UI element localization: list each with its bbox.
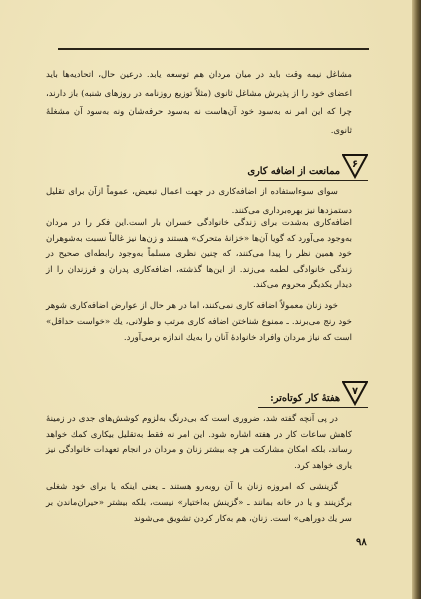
- section-7-number: ۷: [351, 386, 359, 397]
- section-7-paragraph-2: گزینشی که امروزه زنان با آن روبه‌رو هستند ـ یعنی اینکه یا برای خود شغلی برگزینند و یا در خانه بمانند ـ «گزینش به‌اختیار» نیست، بلکه بیشتر «حیران‌ماندن بر سر یك دوراهی» است. زنان، هم به‌کار کردن تشویق می‌شوند: [46, 482, 352, 524]
- section-7-heading: [258, 380, 368, 408]
- section-6-paragraph-2: اضافه‌کاری به‌شدت برای زندگی خانوادگی خسران بار است.این فکر را در مردان به‌وجود می‌آورد که گویا آن‌ها «خزانهٔ متحرک» هستند و زن‌ها نیز غالباً نسبت به‌شوهران خود همین نظر را پیدا می‌کنند، که چنین نظری مسلماً به‌وجود رابطه‌ای صحیح در زندگی خانوادگی لطمه می‌زند. از این‌ها گذشته، اضافه‌کاری پدران و فرزندان را از دیدار یکدیگر محروم می‌کند.: [46, 218, 352, 290]
- page-edge-shadow: [412, 0, 421, 599]
- section-6-heading: [247, 153, 368, 181]
- section-6-heading-rule: [258, 180, 368, 181]
- section-7-paragraph-1: در پی آنچه گفته شد، ضروری است که بی‌درنگ به‌لزوم کوشش‌های جدی در زمینهٔ کاهش ساعات کار در هفته اشاره شود. این امر نه فقط به‌تقلیل بیکاری کمك خواهد رساند، بلکه امکان مشارکت هر چه بیشتر زنان و مردان در انجام تعهدات خانوادگی نیز یاری خواهد کرد.: [46, 414, 352, 471]
- section-7-badge-icon: [342, 380, 368, 406]
- section-6-badge-icon: [342, 153, 368, 179]
- section-6-paragraph-3: خود زنان معمولاً اضافه کاری نمی‌کنند، اما در هر حال از عوارض اضافه‌کاری شوهر خود رنج می‌برند. ـ ممنوع شناختن اضافه کاری مرتب و طولانی، یك «خواست حداقل» است که نیاز مردان وافراد خانوادهٔ آنان را به‌یك اندازه برمی‌آورد.: [46, 301, 352, 343]
- section-6-paragraph-1: سوای سوءاستفاده از اضافه‌کاری در جهت اعمال تبعیض، عموماً ازآن برای تقلیل دستمزدها نیز بهره‌برداری می‌کنند.: [46, 187, 352, 216]
- section-6-title: ممانعت از اضافه کاری: [247, 166, 340, 177]
- top-paragraph: مشاغل نیمه وقت باید در میان مردان هم توسعه یابد. درعین حال، اتحادیه‌ها باید اعضای خود را از پذیرش مشاغل ثانوی (مثلاً توزیع روزنامه در روزهای شنبه) باز دارند، چرا که این امر نه به‌سود خود آن‌هاست نه به‌سود حرفه‌شان ونه به‌سود آن مشغلهٔ ثانوی.: [46, 70, 352, 136]
- section-6-number: ۶: [351, 159, 359, 170]
- top-rule: [58, 48, 369, 50]
- section-7-heading-rule: [258, 407, 368, 408]
- section-7-title: هفتهٔ کار کوتاه‌تر:: [270, 393, 340, 404]
- page-number: ۹۸: [356, 537, 367, 548]
